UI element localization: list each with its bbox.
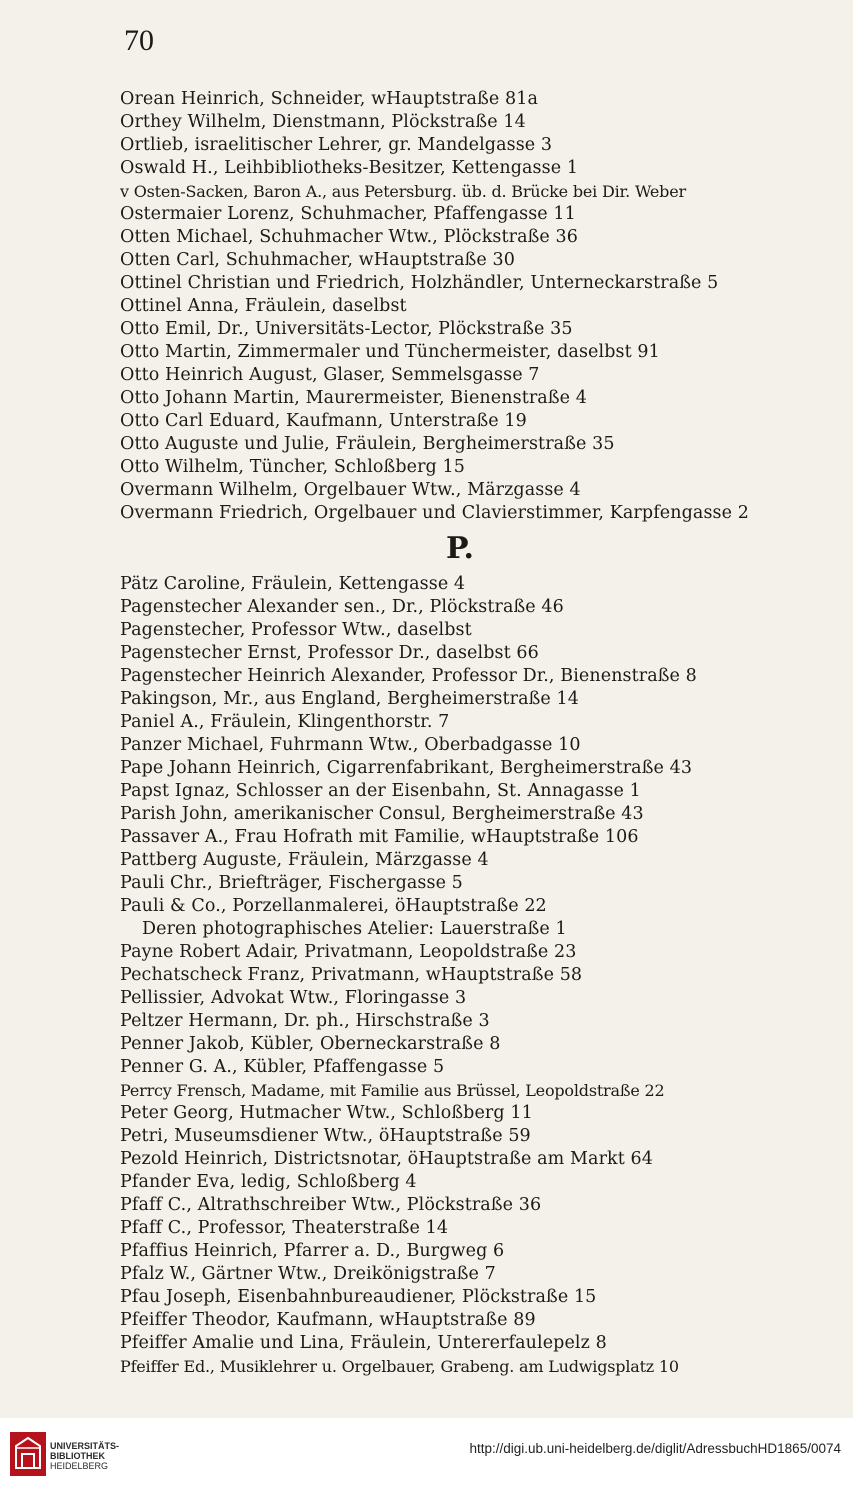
directory-entry: Oswald H., Leihbibliotheks-Besitzer, Kettengasse 1 <box>120 158 579 178</box>
directory-entry: Orean Heinrich, Schneider, wHauptstraße 81a <box>120 89 538 109</box>
directory-entry: Penner Jakob, Kübler, Oberneckarstraße 8 <box>120 1034 501 1054</box>
library-name-line: HEIDELBERG <box>50 1461 109 1471</box>
section-heading: P. <box>445 531 475 566</box>
directory-entry: v Osten-Sacken, Baron A., aus Petersburg. üb. d. Brücke bei Dir. Weber <box>120 182 686 201</box>
directory-entry: Pfeiffer Amalie und Lina, Fräulein, Untererfaulepelz 8 <box>120 1333 607 1353</box>
directory-entry: Pape Johann Heinrich, Cigarrenfabrikant, Bergheimerstraße 43 <box>120 758 693 778</box>
directory-entry: Pakingson, Mr., aus England, Bergheimerstraße 14 <box>120 689 579 709</box>
directory-entry: Ortlieb, israelitischer Lehrer, gr. Mandelgasse 3 <box>120 135 553 155</box>
directory-entry: Orthey Wilhelm, Dienstmann, Plöckstraße 14 <box>120 112 526 132</box>
directory-entry: Pezold Heinrich, Districtsnotar, öHauptstraße am Markt 64 <box>120 1149 653 1169</box>
directory-entry: Pagenstecher Ernst, Professor Dr., daselbst 66 <box>120 643 539 663</box>
directory-entry: Otto Heinrich August, Glaser, Semmelsgasse 7 <box>120 365 540 385</box>
library-name <box>50 1441 119 1471</box>
library-name-line: BIBLIOTHEK <box>50 1451 105 1461</box>
directory-entry: Pauli & Co., Porzellanmalerei, öHauptstraße 22 <box>120 896 547 916</box>
library-name-line: UNIVERSITÄTS- <box>50 1441 120 1451</box>
directory-entry: Pattberg Auguste, Fräulein, Märzgasse 4 <box>120 850 489 870</box>
directory-entry: Otto Auguste und Julie, Fräulein, Bergheimerstraße 35 <box>120 434 615 454</box>
directory-entry: Otto Johann Martin, Maurermeister, Bienenstraße 4 <box>120 388 587 408</box>
directory-entry: Otto Emil, Dr., Universitäts-Lector, Plöckstraße 35 <box>120 319 573 339</box>
directory-entry: Peter Georg, Hutmacher Wtw., Schloßberg 11 <box>120 1103 533 1123</box>
directory-entry: Pagenstecher Heinrich Alexander, Professor Dr., Bienenstraße 8 <box>120 666 697 686</box>
directory-entry: Pfander Eva, ledig, Schloßberg 4 <box>120 1172 417 1192</box>
directory-entry: Penner G. A., Kübler, Pfaffengasse 5 <box>120 1057 445 1077</box>
directory-entry: Pfaff C., Professor, Theaterstraße 14 <box>120 1218 449 1238</box>
directory-entry: Pätz Caroline, Fräulein, Kettengasse 4 <box>120 574 466 594</box>
directory-entry: Peltzer Hermann, Dr. ph., Hirschstraße 3 <box>120 1011 490 1031</box>
directory-entry: Passaver A., Frau Hofrath mit Familie, wHauptstraße 106 <box>120 827 639 847</box>
library-logo-icon <box>10 1432 46 1476</box>
directory-entry: Pfeiffer Theodor, Kaufmann, wHauptstraße 89 <box>120 1310 536 1330</box>
directory-entry: Otto Carl Eduard, Kaufmann, Unterstraße 19 <box>120 411 527 431</box>
directory-entry: Pfaffius Heinrich, Pfarrer a. D., Burgweg 6 <box>120 1241 505 1261</box>
directory-entry-continuation: Deren photographisches Atelier: Lauerstraße 1 <box>142 919 567 939</box>
directory-entry: Otten Michael, Schuhmacher Wtw., Plöckstraße 36 <box>120 227 578 247</box>
directory-entry: Pfaff C., Altrathschreiber Wtw., Plöckstraße 36 <box>120 1195 542 1215</box>
directory-entry: Pauli Chr., Briefträger, Fischergasse 5 <box>120 873 463 893</box>
directory-entry: Pechatscheck Franz, Privatmann, wHauptstraße 58 <box>120 965 583 985</box>
directory-entry: Pellissier, Advokat Wtw., Floringasse 3 <box>120 988 467 1008</box>
directory-entries <box>120 88 845 1378</box>
directory-entry: Parish John, amerikanischer Consul, Bergheimerstraße 43 <box>120 804 644 824</box>
directory-entry: Overmann Wilhelm, Orgelbauer Wtw., Märzgasse 4 <box>120 480 581 500</box>
directory-entry: Perrcy Frensch, Madame, mit Familie aus Brüssel, Leopoldstraße 22 <box>120 1081 665 1100</box>
directory-entry: Petri, Museumsdiener Wtw., öHauptstraße 59 <box>120 1126 531 1146</box>
directory-entry: Overmann Friedrich, Orgelbauer und Clavierstimmer, Karpfengasse 2 <box>120 503 749 523</box>
directory-entry: Papst Ignaz, Schlosser an der Eisenbahn, St. Annagasse 1 <box>120 781 641 801</box>
source-url-link[interactable]: http://digi.ub.uni-heidelberg.de/diglit/AdressbuchHD1865/0074 <box>469 1441 841 1456</box>
directory-entry: Pagenstecher Alexander sen., Dr., Plöckstraße 46 <box>120 597 564 617</box>
directory-entry: Panzer Michael, Fuhrmann Wtw., Oberbadgasse 10 <box>120 735 581 755</box>
directory-entry: Pagenstecher, Professor Wtw., daselbst <box>120 620 472 640</box>
directory-entry: Payne Robert Adair, Privatmann, Leopoldstraße 23 <box>120 942 577 962</box>
directory-entry: Otto Martin, Zimmermaler und Tünchermeister, daselbst 91 <box>120 342 660 362</box>
page-number: 70 <box>124 24 154 57</box>
directory-entry: Otten Carl, Schuhmacher, wHauptstraße 30 <box>120 250 516 270</box>
directory-entry: Otto Wilhelm, Tüncher, Schloßberg 15 <box>120 457 465 477</box>
directory-entry: Pfalz W., Gärtner Wtw., Dreikönigstraße 7 <box>120 1264 496 1284</box>
digitization-footer <box>0 1418 853 1493</box>
directory-entry: Ottinel Christian und Friedrich, Holzhändler, Unterneckarstraße 5 <box>120 273 719 293</box>
directory-entry: Paniel A., Fräulein, Klingenthorstr. 7 <box>120 712 450 732</box>
directory-entry: Pfau Joseph, Eisenbahnbureaudiener, Plöckstraße 15 <box>120 1287 597 1307</box>
directory-entry: Pfeiffer Ed., Musiklehrer u. Orgelbauer, Grabeng. am Ludwigsplatz 10 <box>120 1357 679 1376</box>
directory-entry: Ostermaier Lorenz, Schuhmacher, Pfaffengasse 11 <box>120 204 576 224</box>
directory-entry: Ottinel Anna, Fräulein, daselbst <box>120 296 407 316</box>
